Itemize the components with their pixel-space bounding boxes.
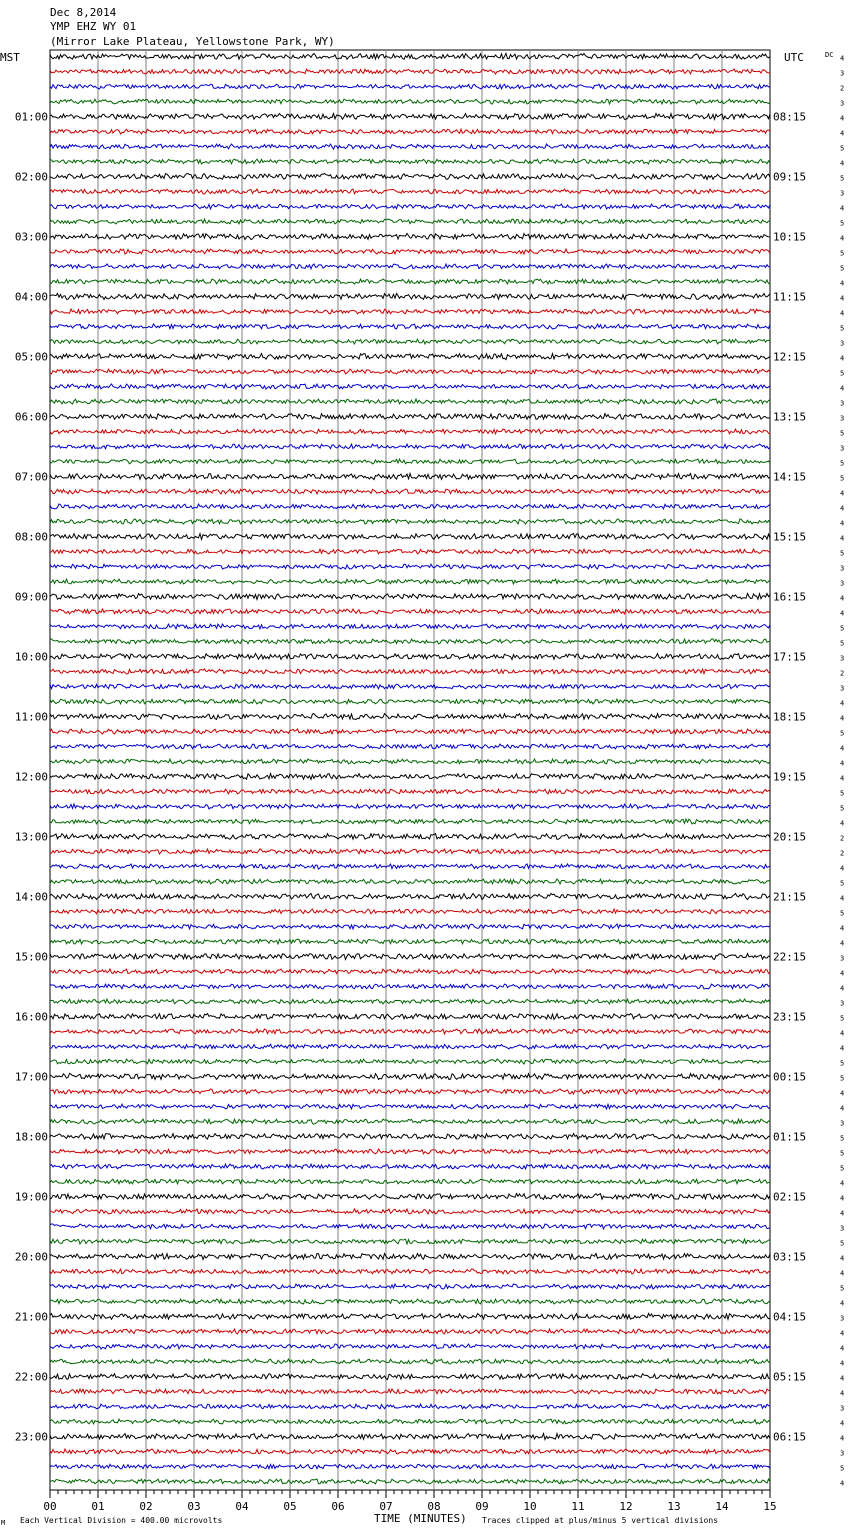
dc-offset-label: 3 [840,564,845,573]
seismic-trace [50,474,770,480]
seismic-trace [50,1134,770,1140]
dc-offset-label: 4 [840,384,845,393]
seismic-trace [50,309,770,314]
dc-offset-label: 4 [840,969,845,978]
seismic-trace [50,384,770,389]
right-hour-label: 08:15 [773,110,807,124]
seismic-trace [50,1104,770,1109]
dc-offset-label: 3 [840,954,845,963]
seismic-trace [50,174,770,180]
right-hour-label: 06:15 [773,1430,807,1444]
clip-note: Traces clipped at plus/minus 5 vertical divisions [482,1516,719,1525]
left-hour-label: 17:00 [14,1070,48,1084]
x-tick-label: 13 [667,1500,681,1513]
seismic-trace [50,729,770,734]
dc-offset-label: 4 [840,519,845,528]
left-hour-label: 15:00 [14,950,48,964]
x-tick-label: 12 [619,1500,633,1513]
right-hour-label: 14:15 [773,470,807,484]
dc-offset-label: 5 [840,909,845,918]
right-hour-label: 17:15 [773,650,807,664]
dc-offset-label: 4 [840,489,845,498]
left-timezone-label: MST [0,51,20,64]
right-hour-label: 01:15 [773,1130,807,1144]
seismic-trace [50,549,770,554]
dc-offset-label: 3 [840,339,845,348]
right-hour-label: 15:15 [773,530,807,544]
x-tick-label: 10 [523,1500,537,1513]
dc-offset-label: 5 [840,1134,845,1143]
seismic-trace [50,1449,770,1454]
seismic-trace [50,969,770,974]
x-tick-label: 05 [283,1500,297,1513]
right-hour-label: 00:15 [773,1070,807,1084]
dc-offset-label: 3 [840,414,845,423]
x-tick-label: 11 [571,1500,585,1513]
left-hour-label: 05:00 [14,350,48,364]
dc-offset-label: 4 [840,294,845,303]
seismic-trace [50,564,770,569]
dc-offset-label: 4 [840,1089,845,1098]
seismic-trace [50,864,770,869]
dc-offset-label: 5 [840,219,845,228]
right-hour-label: 21:15 [773,890,807,904]
seismic-trace [50,293,770,299]
seismic-trace [50,324,770,329]
plot-date: Dec 8,2014 [50,6,117,19]
seismic-trace [50,159,770,164]
dc-offset-label: 4 [840,354,845,363]
left-hour-label: 10:00 [14,650,48,664]
left-hour-label: 22:00 [14,1370,48,1384]
x-tick-label: 03 [187,1500,201,1513]
dc-offset-label: 5 [840,639,845,648]
right-hour-label: 05:15 [773,1370,807,1384]
left-hour-label: 13:00 [14,830,48,844]
seismic-trace [50,53,770,59]
dc-offset-label: 4 [840,744,845,753]
dc-offset-label: 3 [840,1224,845,1233]
left-hour-label: 23:00 [14,1430,48,1444]
left-hour-label: 01:00 [14,110,48,124]
seismic-trace [50,519,770,524]
seismic-trace [50,1194,770,1200]
right-hour-label: 13:15 [773,410,807,424]
seismic-trace [50,354,770,360]
seismic-trace [50,1299,770,1304]
seismic-trace [50,909,770,914]
seismic-trace [50,114,770,120]
dc-offset-label: 4 [840,1269,845,1278]
seismic-trace [50,279,770,284]
dc-offset-label: 4 [840,1419,845,1428]
dc-offset-label: 3 [840,999,845,1008]
dc-offset-label: 4 [840,939,845,948]
dc-offset-label: 4 [840,204,845,213]
right-hour-label: 10:15 [773,230,807,244]
seismic-trace [50,1464,770,1469]
seismic-trace [50,789,770,794]
dc-offset-label: 5 [840,624,845,633]
seismic-trace [50,924,770,929]
seismic-trace [50,429,770,434]
seismic-trace [50,639,770,644]
dc-offset-label: 5 [840,324,845,333]
seismic-trace [50,654,770,660]
seismic-trace [50,1374,770,1380]
dc-offset-label: 4 [840,1329,845,1338]
dc-offset-label: 4 [840,699,845,708]
dc-offset-label: 5 [840,1014,845,1023]
seismic-trace [50,1044,770,1049]
dc-offset-label: 2 [840,669,845,678]
seismic-trace [50,1419,770,1424]
seismic-trace [50,414,770,420]
dc-offset-label: 5 [840,879,845,888]
dc-offset-label: 5 [840,144,845,153]
dc-offset-label: 4 [840,534,845,543]
dc-offset-label: 5 [840,264,845,273]
dc-offset-label: 4 [840,1104,845,1113]
seismic-trace [50,1149,770,1154]
left-hour-label: 19:00 [14,1190,48,1204]
seismic-trace [50,69,770,74]
seismic-trace [50,534,770,540]
dc-offset-label: 4 [840,279,845,288]
seismic-trace [50,759,770,764]
dc-offset-label: 4 [840,1479,845,1488]
dc-offset-label: 4 [840,714,845,723]
dc-offset-label: 5 [840,549,845,558]
left-hour-label: 18:00 [14,1130,48,1144]
right-hour-label: 04:15 [773,1310,807,1324]
right-timezone-label: UTC [784,51,804,64]
dc-offset-label: 5 [840,174,845,183]
right-hour-label: 20:15 [773,830,807,844]
seismic-trace [50,1119,770,1124]
dc-offset-label: 5 [840,1074,845,1083]
right-hour-label: 23:15 [773,1010,807,1024]
seismic-trace [50,1284,770,1289]
right-hour-label: 19:15 [773,770,807,784]
dc-offset-label: 4 [840,1374,845,1383]
left-hour-label: 14:00 [14,890,48,904]
left-hour-label: 08:00 [14,530,48,544]
dc-offset-label: 5 [840,1149,845,1158]
seismic-trace [50,84,770,89]
dc-offset-label: 4 [840,1044,845,1053]
dc-offset-label: 5 [840,459,845,468]
seismic-trace [50,1089,770,1094]
seismic-trace [50,204,770,209]
seismic-trace [50,1313,770,1319]
seismic-trace [50,369,770,374]
seismic-trace [50,1389,770,1394]
seismic-trace [50,1344,770,1349]
dc-offset-label: 5 [840,1164,845,1173]
right-hour-label: 12:15 [773,350,807,364]
dc-offset-label: 4 [840,594,845,603]
dc-offset-label: 3 [840,99,845,108]
x-tick-label: 08 [427,1500,441,1513]
dc-offset-label: 3 [840,189,845,198]
left-hour-label: 03:00 [14,230,48,244]
seismic-trace [50,879,770,884]
x-tick-label: 09 [475,1500,489,1513]
left-hour-label: 12:00 [14,770,48,784]
left-hour-label: 07:00 [14,470,48,484]
dc-offset-label: 3 [840,1404,845,1413]
seismic-trace [50,1179,770,1184]
dc-offset-label: 3 [840,1449,845,1458]
seismic-trace [50,504,770,509]
dc-offset-label: 4 [840,54,845,63]
seismic-trace [50,744,770,749]
dc-offset-label: 4 [840,609,845,618]
x-tick-label: 15 [763,1500,777,1513]
x-tick-label: 02 [139,1500,153,1513]
right-hour-label: 16:15 [773,590,807,604]
seismic-trace [50,99,770,104]
seismic-trace [50,339,770,344]
dc-offset-label: 4 [840,819,845,828]
left-hour-label: 21:00 [14,1310,48,1324]
x-tick-label: 00 [43,1500,57,1513]
seismic-trace [50,129,770,134]
seismic-trace [50,1209,770,1214]
dc-offset-label: 5 [840,249,845,258]
seismic-trace [50,684,770,689]
dc-offset-label: 2 [840,834,845,843]
seismic-trace [50,249,770,254]
dc-offset-label: 4 [840,504,845,513]
right-hour-label: 09:15 [773,170,807,184]
seismic-trace [50,1254,770,1260]
dc-offset-label: 5 [840,1284,845,1293]
dc-offset-label: 4 [840,1389,845,1398]
seismic-trace [50,849,770,854]
seismic-trace [50,144,770,149]
seismic-trace [50,444,770,449]
dc-offset-label: 3 [840,654,845,663]
dc-offset-label: 4 [840,984,845,993]
dc-offset-label: 4 [840,759,845,768]
x-tick-label: 07 [379,1500,393,1513]
right-hour-label: 22:15 [773,950,807,964]
left-hour-label: 04:00 [14,290,48,304]
left-hour-label: 11:00 [14,710,48,724]
seismic-trace [50,489,770,494]
seismic-trace [50,624,770,629]
seismic-trace [50,669,770,674]
seismic-trace [50,804,770,809]
seismic-trace [50,699,770,704]
seismic-trace [50,593,770,599]
dc-offset-label: 3 [840,399,845,408]
seismic-trace [50,1059,770,1064]
seismic-trace [50,219,770,224]
dc-offset-label: 5 [840,1239,845,1248]
dc-offset-label: 5 [840,804,845,813]
dc-offset-label: 4 [840,1359,845,1368]
dc-offset-label: 3 [840,579,845,588]
left-hour-label: 16:00 [14,1010,48,1024]
x-tick-label: 04 [235,1500,249,1513]
seismic-trace [50,714,770,720]
right-hour-label: 02:15 [773,1190,807,1204]
dc-offset-label: 2 [840,84,845,93]
seismic-trace [50,1239,770,1244]
dc-offset-label: 5 [840,1059,845,1068]
seismic-trace [50,399,770,404]
x-tick-label: 06 [331,1500,345,1513]
dc-offset-label: 3 [840,444,845,453]
seismic-trace [50,939,770,944]
seismic-trace [50,1014,770,1020]
dc-offset-label: 4 [840,774,845,783]
seismic-trace [50,834,770,840]
seismic-trace [50,1404,770,1409]
dc-offset-label: 5 [840,369,845,378]
dc-offset-label: 4 [840,1209,845,1218]
dc-offset-label: 4 [840,309,845,318]
dc-label: DC [825,51,834,59]
seismic-trace [50,1479,770,1484]
dc-offset-label: 5 [840,474,845,483]
right-hour-label: 11:15 [773,290,807,304]
seismic-trace [50,1224,770,1229]
seismic-trace [50,579,770,584]
dc-offset-label: 4 [840,1179,845,1188]
seismic-trace [50,233,770,239]
seismic-trace [50,773,770,779]
dc-offset-label: 5 [840,1464,845,1473]
scale-note: Each Vertical Division = 400.00 microvolts [20,1516,223,1525]
dc-offset-label: 4 [840,1254,845,1263]
dc-offset-label: 4 [840,1194,845,1203]
seismic-trace [50,189,770,194]
plot-station: YMP EHZ WY 01 [50,20,137,33]
x-tick-label: 01 [91,1500,105,1513]
seismic-trace [50,999,770,1004]
dc-offset-label: 4 [840,1299,845,1308]
dc-offset-label: 4 [840,864,845,873]
right-hour-label: 18:15 [773,710,807,724]
dc-offset-label: 4 [840,1344,845,1353]
dc-offset-label: 2 [840,849,845,858]
corner-mark: M [1,1519,6,1527]
dc-offset-label: 4 [840,114,845,123]
dc-offset-label: 3 [840,684,845,693]
seismic-trace [50,609,770,614]
dc-offset-label: 4 [840,894,845,903]
seismic-trace [50,1164,770,1169]
dc-offset-label: 4 [840,1434,845,1443]
seismic-trace [50,893,770,899]
x-axis-title: TIME (MINUTES) [374,1512,467,1525]
dc-offset-label: 3 [840,69,845,78]
dc-offset-label: 3 [840,1314,845,1323]
left-hour-label: 09:00 [14,590,48,604]
seismic-trace [50,264,770,269]
dc-offset-label: 5 [840,429,845,438]
seismic-trace [50,954,770,960]
dc-offset-label: 3 [840,1119,845,1128]
seismic-trace [50,1359,770,1364]
seismic-trace [50,1329,770,1334]
dc-offset-label: 4 [840,1029,845,1038]
seismic-trace [50,819,770,824]
seismic-trace [50,1029,770,1034]
seismic-trace [50,1434,770,1440]
dc-offset-label: 4 [840,234,845,243]
dc-offset-label: 4 [840,924,845,933]
dc-offset-label: 5 [840,789,845,798]
left-hour-label: 20:00 [14,1250,48,1264]
dc-offset-label: 4 [840,129,845,138]
dc-offset-label: 5 [840,729,845,738]
right-hour-label: 03:15 [773,1250,807,1264]
left-hour-label: 02:00 [14,170,48,184]
x-tick-label: 14 [715,1500,729,1513]
seismic-trace [50,1073,770,1079]
dc-offset-label: 4 [840,159,845,168]
plot-location: (Mirror Lake Plateau, Yellowstone Park, WY) [50,35,335,48]
left-hour-label: 06:00 [14,410,48,424]
seismic-trace [50,984,770,989]
seismic-trace [50,459,770,464]
seismic-trace [50,1269,770,1274]
